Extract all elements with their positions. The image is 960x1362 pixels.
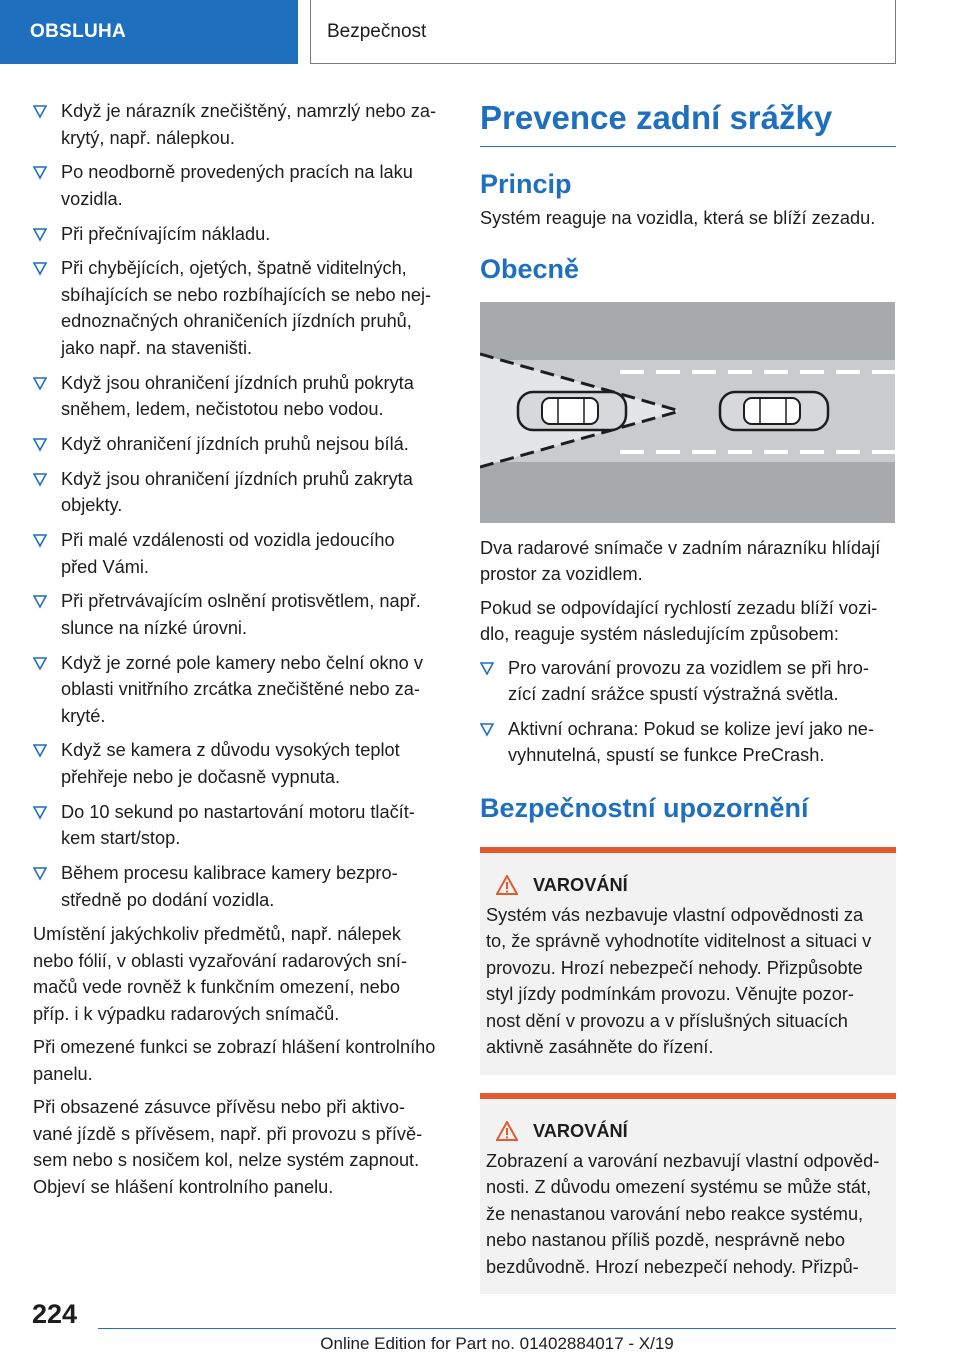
triangle-bullet-icon [33, 103, 47, 119]
list-item: Když jsou ohraničení jízdních pruhů pokryta sněhem, ledem, nečistotou nebo vodou. [33, 370, 448, 423]
triangle-bullet-icon [33, 655, 47, 671]
paragraph-approach: Pokud se odpovídající rychlostí zezadu blíží vozi- dlo, reaguje systém následujícím způsobem: [480, 597, 878, 644]
warning-triangle-icon [496, 875, 518, 895]
triangle-bullet-icon [33, 865, 47, 881]
paragraph-radar: Dva radarové snímače v zadním nárazníku hlídají prostor za vozidlem. [480, 537, 881, 584]
list-item: Když je nárazník znečištěný, namrzlý nebo za- krytý, např. nálepkou. [33, 98, 448, 151]
warning-title: VAROVÁNÍ [496, 875, 890, 896]
road-diagram-illustration [480, 302, 895, 523]
paragraph-limited-function: Při omezené funkci se zobrazí hlášení kontrolního panelu. [33, 1037, 436, 1084]
paragraph-radar-sensors: Umístění jakýchkoliv předmětů, např. nálepek nebo fólií, v oblasti vyzařování radarových sní- mačů vede rovněž k funkčním omezení, nebo příp. i k výpadku radarových snímačů. [33, 924, 408, 1024]
triangle-bullet-icon [33, 260, 47, 276]
page-title: Prevence zadní srážky [480, 98, 896, 147]
general-heading: Obecně [480, 253, 580, 284]
list-item: Když jsou ohraničení jízdních pruhů zakryta objekty. [33, 466, 448, 519]
triangle-bullet-icon [33, 532, 47, 548]
warning-triangle-icon [496, 1121, 518, 1141]
principle-heading: Princip [480, 169, 572, 199]
triangle-bullet-icon [33, 226, 47, 242]
warning-text: Systém vás nezbavuje vlastní odpovědnosti za to, že správně vyhodnotíte viditelnost a situaci v provozu. Hrozí nebezpečí nehody. Přizpůsobte styl jízdy podmínkám provozu. Věnujte pozor- nost dění v provozu a v příslušných situacích aktivně zasáhněte do řízení. [486, 904, 872, 1058]
list-item: Pro varování provozu za vozidlem se při hro- zící zadní srážce spustí výstražná světla. [480, 655, 896, 708]
warning-box [480, 847, 896, 1075]
warning-box [480, 1093, 896, 1295]
section-header-label: Bezpečnost [327, 20, 427, 42]
footer-divider [98, 1328, 896, 1329]
limitations-list [33, 98, 448, 913]
list-item: Při chybějících, ojetých, špatně viditelných, sbíhajících se nebo rozbíhajících se nebo nej- ednoznačných ohraničeních jízdních pruhů, jako např. na staveništi. [33, 255, 448, 361]
warning-text: Zobrazení a varování nezbavují vlastní odpověd- nosti. Z důvodu omezení systému se může stát, že nenastanou varování nebo reakce systému, nebo nastanou příliš pozdě, nesprávně nebo bezdůvodně. Hrozí nebezpečí nehody. Přizpů- [486, 1150, 880, 1277]
list-item: Po neodborně provedených pracích na laku vozidla. [33, 159, 448, 212]
section-header [310, 0, 896, 64]
list-item: Když je zorné pole kamery nebo čelní okno v oblasti vnitřního zrcátka znečištěné nebo za- kryté. [33, 650, 448, 730]
triangle-bullet-icon [480, 721, 494, 737]
paragraph-trailer: Při obsazené zásuvce přívěsu nebo při aktivo- vané jízdě s přívěsem, např. při provozu s přívě- sem nebo s nosičem kol, nelze systém zapnout. Objeví se hlášení kontrolního panelu. [33, 1097, 423, 1197]
list-item: Během procesu kalibrace kamery bezpro- středně po dodání vozidla. [33, 860, 448, 913]
edition-footer: Online Edition for Part no. 01402884017 - X/19 [320, 1334, 674, 1353]
reaction-list [480, 655, 896, 769]
list-item: Při přetrvávajícím oslnění protisvětlem, např. slunce na nízké úrovni. [33, 588, 448, 641]
chapter-tab[interactable] [0, 0, 298, 64]
triangle-bullet-icon [480, 660, 494, 676]
list-item: Do 10 sekund po nastartování motoru tlačít- kem start/stop. [33, 799, 448, 852]
list-item: Když ohraničení jízdních pruhů nejsou bílá. [33, 431, 448, 458]
chapter-tab-label: OBSLUHA [30, 21, 127, 42]
list-item: Aktivní ochrana: Pokud se kolize jeví jako ne- vyhnutelná, spustí se funkce PreCrash. [480, 716, 896, 769]
rear-car-icon [518, 392, 626, 430]
rear-collision-figure [480, 302, 895, 523]
triangle-bullet-icon [33, 742, 47, 758]
right-column [480, 98, 896, 1294]
triangle-bullet-icon [33, 164, 47, 180]
principle-text: Systém reaguje na vozidla, která se blíží zezadu. [480, 208, 876, 228]
triangle-bullet-icon [33, 593, 47, 609]
left-column [33, 98, 448, 1207]
page-number: 224 [32, 1299, 78, 1329]
safety-heading: Bezpečnostní upozornění [480, 792, 809, 823]
warning-title: VAROVÁNÍ [496, 1121, 890, 1142]
triangle-bullet-icon [33, 436, 47, 452]
front-car-icon [720, 392, 828, 430]
triangle-bullet-icon [33, 471, 47, 487]
list-item: Při přečnívajícím nákladu. [33, 221, 448, 248]
list-item: Při malé vzdálenosti od vozidla jedoucího před Vámi. [33, 527, 448, 580]
triangle-bullet-icon [33, 375, 47, 391]
triangle-bullet-icon [33, 804, 47, 820]
list-item: Když se kamera z důvodu vysokých teplot přehřeje nebo je dočasně vypnuta. [33, 737, 448, 790]
